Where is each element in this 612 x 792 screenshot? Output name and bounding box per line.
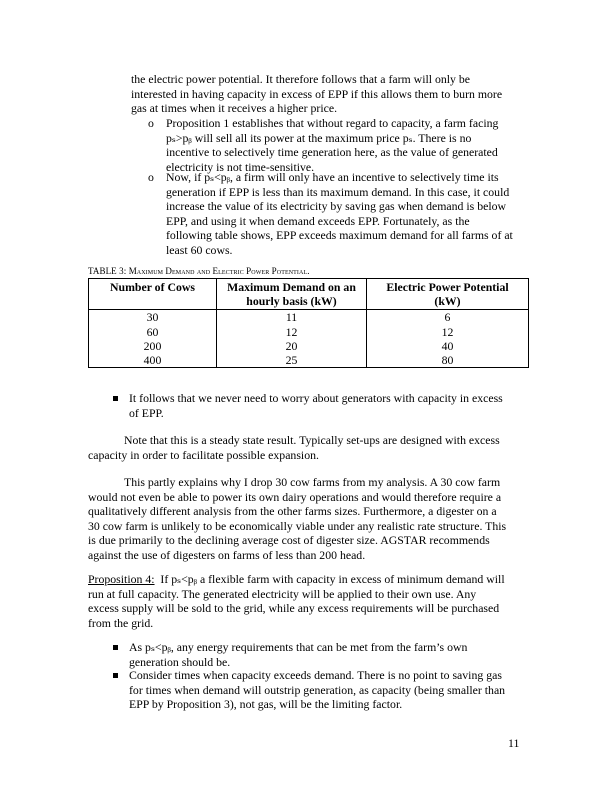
table-cell: 30 — [89, 310, 217, 325]
text-line: 30 cow farm is unlikely to be economically viable under any realistic rate structure. This — [88, 518, 507, 533]
sub-bullet-1 — [166, 116, 523, 174]
square-bullet-icon — [113, 645, 118, 650]
column-header: Electric Power Potential (kW) — [367, 279, 529, 310]
table-row — [89, 339, 529, 353]
text-line: Now, if pₛ<pᵦ, a firm will only have an incentive to selectively time its — [166, 170, 499, 184]
final-bullet-1 — [129, 640, 519, 669]
final-bullet-2 — [129, 668, 519, 712]
text-line: from the grid. — [88, 615, 154, 630]
text-line: generation should be. — [129, 654, 231, 669]
text-line: against the use of digesters on farms of less than 200 head. — [88, 547, 366, 562]
hollow-bullet-icon: o — [148, 116, 154, 130]
intro-paragraph — [131, 72, 509, 116]
table-cell: 11 — [217, 310, 367, 325]
thirty-cow-paragraph — [88, 475, 524, 563]
table-cell: 80 — [367, 353, 529, 368]
text-line: excess supply will be sold to the grid, while any excess requirements will be purchased — [88, 601, 500, 616]
table-row — [89, 310, 529, 325]
column-header: Number of Cows — [89, 279, 217, 310]
text-line: interested in having capacity in excess of EPP if this allows them to burn more — [131, 86, 503, 101]
text-line: As pₛ<pᵦ, any energy requirements that can be met from the farm’s own — [129, 640, 468, 654]
text-line: qualitatively different analysis from the other farms sizes. Furthermore, a digester on a — [88, 504, 497, 519]
column-header: Maximum Demand on an hourly basis (kW) — [217, 279, 367, 310]
table-cell: 12 — [367, 325, 529, 339]
demand-table — [88, 278, 529, 368]
text-line: least 60 cows. — [166, 242, 233, 257]
text-line: pₛ>pᵦ will sell all its power at the maximum price pₛ. There is no — [166, 130, 472, 145]
text-line: This partly explains why I drop 30 cow farms from my analysis. A 30 cow farm — [124, 475, 501, 489]
text-line: increase the value of its electricity by saving gas when demand is below — [166, 199, 507, 214]
table-cell: 40 — [367, 339, 529, 353]
text-line: would not even be able to power its own dairy operations and would therefore require a — [88, 489, 502, 504]
text-line: EPP by Proposition 3), not gas, will be the limiting factor. — [129, 697, 403, 712]
text-line: run at full capacity. The generated electricity will be applied to their own use. Any — [88, 586, 477, 601]
proposition-text: If pₛ<pᵦ a flexible farm with capacity in excess of minimum demand will — [154, 572, 505, 586]
table-cell: 60 — [89, 325, 217, 339]
table-cell: 6 — [367, 310, 529, 325]
text-line: for times when demand will outstrip generation, as capacity (being smaller than — [129, 682, 506, 697]
steady-state-paragraph — [88, 433, 524, 462]
text-line: Consider times when capacity exceeds demand. There is no point to saving gas — [129, 668, 502, 682]
table-header-row — [89, 279, 529, 310]
text-line: generation if EPP is less than its maximum demand. In this case, it could — [166, 184, 510, 199]
square-bullet-icon — [113, 396, 118, 401]
table-row — [89, 325, 529, 339]
text-line: EPP, and using it when demand exceeds EPP. Fortunately, as the — [166, 213, 470, 228]
text-line: the electric power potential. It therefore follows that a farm will only be — [131, 72, 471, 86]
hollow-bullet-icon: o — [148, 170, 154, 184]
table-cell: 200 — [89, 339, 217, 353]
text-line: electricity is not time-sensitive. — [166, 159, 315, 174]
table-cell: 20 — [217, 339, 367, 353]
text-line: capacity in order to facilitate possible expansion. — [88, 447, 319, 462]
square-bullet-icon — [113, 673, 118, 678]
text-line: is due primarily to the declining average cost of digester size. AGSTAR recommends — [88, 533, 490, 548]
page-number: 11 — [508, 736, 520, 750]
text-line: following table shows, EPP exceeds maximum demand for all farms of at — [166, 228, 513, 243]
sub-bullet-2 — [166, 170, 523, 258]
text-line: Proposition 1 establishes that without regard to capacity, a farm facing — [166, 116, 499, 130]
table-row — [89, 353, 529, 368]
text-line: It follows that we never need to worry about generators with capacity in excess — [129, 391, 503, 405]
text-line: incentive to selectively time generation here, as the value of generated — [166, 145, 498, 160]
table-cell: 400 — [89, 353, 217, 368]
text-line: Note that this is a steady state result. Typically set-ups are designed with excess — [124, 433, 500, 447]
text-line: of EPP. — [129, 405, 164, 420]
table-caption — [88, 266, 310, 277]
proposition-label: Proposition 4: — [88, 572, 155, 586]
bullet-epp — [129, 391, 519, 420]
table-caption-lead: TABLE 3: — [88, 266, 127, 276]
text-line: gas at times when it receives a higher price. — [131, 101, 338, 116]
table-cell: 25 — [217, 353, 367, 368]
proposition-4-paragraph — [88, 572, 524, 630]
table-caption-text: Maximum Demand and Electric Power Potential. — [128, 266, 310, 276]
text-line — [88, 572, 524, 587]
table-cell: 12 — [217, 325, 367, 339]
